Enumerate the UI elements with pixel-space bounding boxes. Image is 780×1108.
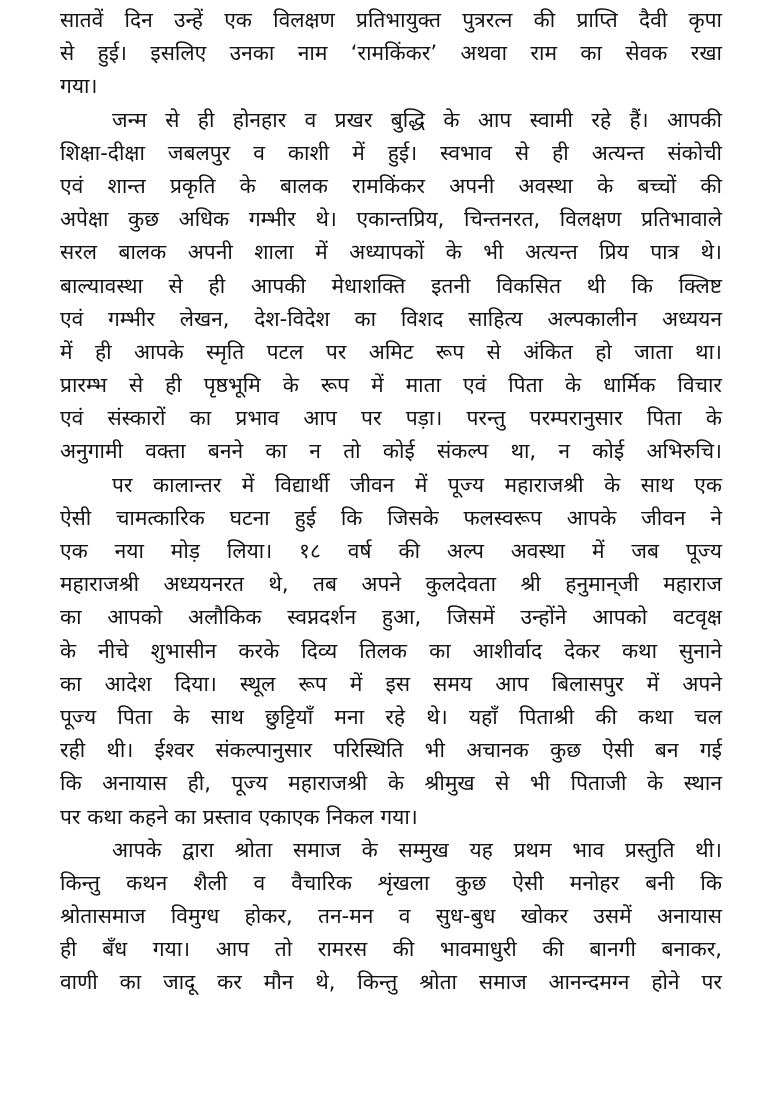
text-line: के नीचे शुभासीन करके दिव्य तिलक का आशीर्वाद देकर कथा सुनाने — [60, 638, 722, 663]
text-line: एवं संस्कारों का प्रभाव आप पर पड़ा। परन्तु परम्परानुसार पिता के — [60, 406, 722, 431]
document-page — [60, 4, 722, 1000]
paragraph — [60, 469, 722, 834]
text-line: वाणी का जादू कर मौन थे, किन्तु श्रोता समाज आनन्दमग्न होने पर — [60, 970, 722, 995]
text-line: से हुई। इसलिए उनका नाम ‘रामकिंकर’ अथवा राम का सेवक रखा — [60, 41, 722, 66]
text-line: बाल्यावस्था से ही आपकी मेधाशक्ति इतनी विकसित थी कि क्लिष्ट — [60, 273, 722, 298]
paragraph — [60, 834, 722, 1000]
text-line: सरल बालक अपनी शाला में अध्यापकों के भी अत्यन्त प्रिय पात्र थे। — [60, 240, 722, 265]
text-line: में ही आपके स्मृति पटल पर अमिट रूप से अंकित हो जाता था। — [60, 339, 722, 364]
text-line: महाराजश्री अध्ययनरत थे, तब अपने कुलदेवता श्री हनुमान्‌जी महाराज — [60, 572, 722, 597]
text-line: अपेक्षा कुछ अधिक गम्भीर थे। एकान्तप्रिय, चिन्तनरत, विलक्षण प्रतिभावाले — [60, 207, 722, 232]
text-line: ही बँध गया। आप तो रामरस की भावमाधुरी की बानगी बनाकर, — [60, 937, 722, 962]
text-line: किन्तु कथन शैली व वैचारिक शृंखला कुछ ऐसी मनोहर बनी कि — [60, 870, 722, 895]
text-line: प्रारम्भ से ही पृष्ठभूमि के रूप में माता एवं पिता के धार्मिक विचार — [60, 373, 722, 398]
text-line: पर कथा कहने का प्रस्ताव एकाएक निकल गया। — [60, 804, 418, 829]
text-line: सातवें दिन उन्हें एक विलक्षण प्रतिभायुक्त पुत्ररत्न की प्राप्ति दैवी कृपा — [60, 8, 722, 32]
text-line: रही थी। ईश्वर संकल्पानुसार परिस्थिति भी अचानक कुछ ऐसी बन गई — [60, 738, 722, 763]
text-line: पूज्य पिता के साथ छुट्टियाँ मना रहे थे। यहाँ पिताश्री की कथा चल — [60, 704, 722, 729]
text-line: एक नया मोड़ लिया। १८ वर्ष की अल्प अवस्था में जब पूज्य — [60, 539, 722, 563]
text-line: गया। — [60, 74, 98, 99]
paragraph — [60, 4, 722, 104]
text-line: का आदेश दिया। स्थूल रूप में इस समय आप बिलासपुर में अपने — [60, 671, 722, 696]
text-line: श्रोतासमाज विमुग्ध होकर, तन-मन व सुध-बुध खोकर उसमें अनायास — [60, 904, 722, 929]
text-line: ऐसी चामत्कारिक घटना हुई कि जिसके फलस्वरूप आपके जीवन ने — [60, 505, 722, 530]
text-line: कि अनायास ही, पूज्य महाराजश्री के श्रीमुख से भी पिताजी के स्थान — [60, 771, 722, 796]
text-line: एवं शान्त प्रकृति के बालक रामकिंकर अपनी अवस्था के बच्चों की — [60, 173, 722, 198]
text-line: आपके द्वारा श्रोता समाज के सम्मुख यह प्रथम भाव प्रस्तुति थी। — [112, 837, 722, 862]
paragraph — [60, 104, 722, 469]
text-line: एवं गम्भीर लेखन, देश-विदेश का विशद साहित्य अल्पकालीन अध्ययन — [60, 306, 722, 331]
text-line: जन्म से ही होनहार व प्रखर बुद्धि के आप स्वामी रहे हैं। आपकी — [112, 107, 722, 132]
text-line: अनुगामी वक्ता बनने का न तो कोई संकल्प था, न कोई अभिरुचि। — [60, 439, 722, 464]
text-line: शिक्षा-दीक्षा जबलपुर व काशी में हुई। स्वभाव से ही अत्यन्त संकोची — [60, 140, 722, 165]
text-line: पर कालान्तर में विद्यार्थी जीवन में पूज्य महाराजश्री के साथ एक — [112, 472, 722, 497]
text-line: का आपको अलौकिक स्वप्नदर्शन हुआ, जिसमें उन्होंने आपको वटवृक्ष — [60, 605, 722, 630]
